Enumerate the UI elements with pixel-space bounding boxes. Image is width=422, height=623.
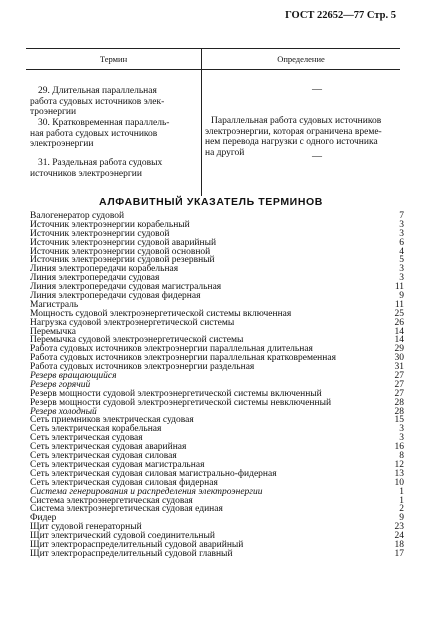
index-entry-number: 25	[394, 308, 404, 319]
index-entry-term: Система электроэнергетическая судовая единая	[30, 504, 223, 515]
index-entry-number: 14	[394, 326, 404, 337]
index-entry-number: 3	[399, 219, 404, 230]
index-entry-term: Система генерирования и распределения электроэнергии	[30, 486, 263, 497]
index-entry-number: 4	[399, 246, 404, 257]
index-entry-number: 27	[394, 379, 404, 390]
table-vertical-rule	[201, 68, 202, 196]
index-entry-number: 10	[394, 477, 404, 488]
definition-29-dash: —	[312, 84, 322, 95]
index-entry-term: Работа судовых источников электроэнергии раздельная	[30, 362, 255, 373]
index-entry-number: 28	[394, 397, 404, 408]
index-entry-term: Щит судовой генераторный	[30, 522, 142, 533]
index-entry-number: 24	[394, 531, 404, 542]
index-entry-number: 7	[399, 211, 404, 221]
index-entry-number: 11	[394, 282, 404, 293]
index-entry	[30, 319, 404, 328]
index-entry-term: Сеть электрическая судовая аварийная	[30, 442, 187, 453]
index-entry-term: Резерв горячий	[30, 379, 91, 390]
index-entry-number: 3	[399, 228, 404, 239]
index-entry-number: 13	[394, 468, 404, 479]
index-entry-term: Источник электроэнергии корабельный	[30, 219, 190, 230]
index-entry-term: Линия электропередачи судовая фидерная	[30, 291, 201, 302]
index-entry-term: Сеть электрическая судовая силовая магистрально-фидерная	[30, 468, 277, 479]
index-title: АЛФАВИТНЫЙ УКАЗАТЕЛЬ ТЕРМИНОВ	[99, 196, 323, 208]
table-header	[26, 48, 400, 70]
definition-30-line-3: нем перевода нагрузки с одного источника	[205, 137, 378, 148]
index-entry-number: 3	[399, 273, 404, 284]
index-list	[30, 212, 404, 559]
index-entry-number: 6	[399, 237, 404, 248]
index-entry-term: Линия электропередачи судовая магистральная	[30, 282, 222, 293]
index-entry-term: Валогенератор судовой	[30, 211, 125, 221]
term-29-line-1: 29. Длительная параллельная	[38, 86, 157, 96]
term-31	[30, 158, 198, 179]
index-entry-number: 15	[394, 415, 404, 426]
term-30	[30, 118, 198, 150]
index-entry-term: Сеть электрическая судовая магистральная	[30, 459, 205, 470]
index-entry-number: 27	[394, 388, 404, 399]
index-entry-number: 12	[394, 459, 404, 470]
index-entry-term: Источник электроэнергии судовой аварийный	[30, 237, 217, 248]
term-30-line-3: электроэнергии	[30, 139, 94, 150]
index-entry-number: 14	[394, 335, 404, 346]
index-entry-term: Сеть электрическая судовая силовая	[30, 451, 177, 462]
index-entry-number: 23	[394, 522, 404, 533]
index-entry-number: 1	[399, 495, 404, 506]
index-entry-number: 9	[399, 291, 404, 302]
page-header: ГОСТ 22652—77 Стр. 5	[285, 10, 396, 21]
index-entry-term: Щит электрический судовой соединительный	[30, 531, 215, 542]
definition-30-line-2: электроэнергии, которая ограничена време-	[205, 126, 382, 137]
index-entry-number: 2	[399, 504, 404, 515]
term-30-line-2: ная работа судовых источников	[30, 128, 158, 139]
index-entry-term: Фидер	[30, 513, 57, 524]
column-header-definition: Определение	[277, 54, 325, 64]
index-entry-term: Нагрузка судовой электроэнергетической системы	[30, 317, 235, 328]
index-entry-number: 17	[394, 548, 404, 559]
index-entry-number: 9	[399, 513, 404, 524]
index-entry-number: 28	[394, 406, 404, 417]
term-31-line-1: 31. Раздельная работа судовых	[38, 158, 163, 168]
index-entry-term: Резерв мощности судовой электроэнергетической системы включенный	[30, 388, 322, 399]
index-entry-number: 31	[394, 362, 404, 373]
index-entry-term: Перемычка	[30, 326, 76, 337]
index-entry-number: 18	[394, 539, 404, 550]
index-entry-number: 16	[394, 442, 404, 453]
index-entry	[30, 292, 404, 301]
definition-30-line-1: Параллельная работа судовых источников	[211, 116, 382, 126]
column-header-term: Термин	[99, 54, 128, 64]
index-entry-number: 30	[394, 353, 404, 364]
index-entry-term: Сеть электрическая судовая силовая фидерная	[30, 477, 218, 488]
index-entry	[30, 505, 404, 514]
index-entry-term: Линия электропередачи корабельная	[30, 264, 179, 275]
index-entry-number: 3	[399, 264, 404, 275]
term-30-line-1: 30. Кратковременная параллель-	[38, 118, 170, 128]
index-entry-term: Источник электроэнергии судовой	[30, 228, 170, 239]
index-entry-term: Перемычка судовой электроэнергетической системы	[30, 335, 244, 346]
index-entry-term: Резерв мощности судовой электроэнергетической системы невключенный	[30, 397, 332, 408]
index-entry-term: Мощность судовой электроэнергетической системы включенная	[30, 308, 292, 319]
index-entry-number: 1	[399, 486, 404, 497]
index-entry-term: Резерв вращающийся	[30, 371, 117, 382]
index-entry	[30, 550, 404, 559]
index-entry-term: Работа судовых источников электроэнергии параллельная кратковременная	[30, 353, 336, 364]
definition-31-dash: —	[312, 151, 322, 162]
index-entry-number: 29	[394, 344, 404, 355]
definition-30	[205, 116, 400, 158]
term-29-line-3: троэнергии	[30, 107, 77, 118]
index-entry-term: Щит электрораспределительный судовой главный	[30, 548, 233, 559]
index-entry-term: Резерв холодный	[30, 406, 97, 417]
term-29-line-2: работа судовых источников элек-	[30, 96, 165, 107]
index-entry-number: 3	[399, 433, 404, 444]
index-entry-term: Сеть электрическая судовая	[30, 433, 143, 444]
index-entry-term: Сеть электрическая корабельная	[30, 424, 162, 435]
index-entry-term: Магистраль	[30, 299, 79, 310]
index-entry-number: 11	[394, 299, 404, 310]
index-entry-term: Щит электрораспределительный судовой аварийный	[30, 539, 244, 550]
index-entry-term: Источник электроэнергии судовой основной	[30, 246, 211, 257]
index-entry-term: Работа судовых источников электроэнергии параллельная длительная	[30, 344, 313, 355]
definition-30-line-4: на другой	[205, 147, 245, 158]
index-entry-term: Источник электроэнергии судовой резервный	[30, 255, 215, 266]
term-31-line-2: источников электроэнергии	[30, 168, 142, 179]
index-entry-number: 27	[394, 371, 404, 382]
term-29	[30, 86, 198, 118]
index-entry-number: 3	[399, 424, 404, 435]
index-entry-number: 5	[399, 255, 404, 266]
index-entry-term: Линия электропередачи судовая	[30, 273, 160, 284]
index-entry-number: 26	[394, 317, 404, 328]
index-entry-term: Сеть приемников электрическая судовая	[30, 415, 194, 426]
index-entry-term: Система электроэнергетическая судовая	[30, 495, 193, 506]
index-entry-number: 8	[399, 451, 404, 462]
